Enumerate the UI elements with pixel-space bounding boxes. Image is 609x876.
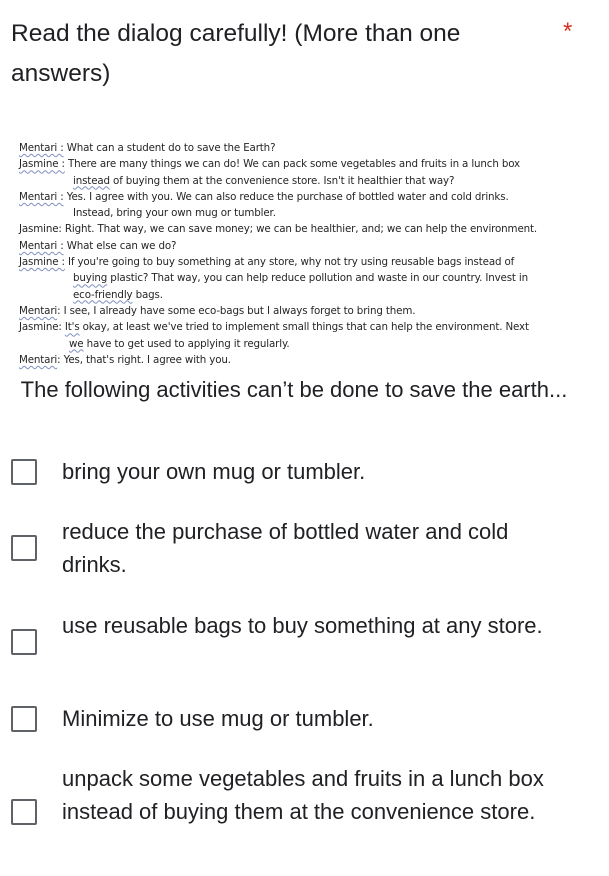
dialog-text: What can a student do to save the Earth?	[63, 142, 276, 154]
dialog-text: have to get used to applying it regularly.	[83, 337, 290, 350]
dialog-text: : Yes, that's right. I agree with you.	[57, 353, 231, 366]
dialog-text: of buying them at the convenience store. Isn't it healthier that way?	[109, 174, 455, 187]
option-3[interactable]	[11, 609, 581, 675]
dialog-text: Right. That way, we can save money; we can be healthier, and; we can help the environment.	[61, 223, 538, 236]
dialog-line	[19, 189, 579, 205]
dialog-marked-word: we	[69, 337, 84, 350]
checkbox[interactable]	[11, 459, 37, 485]
dialog-speaker: Jasmine:	[19, 321, 62, 334]
dialog-line	[19, 205, 579, 221]
dialog-text: Instead, bring your own mug or tumbler.	[73, 207, 276, 220]
dialog-speaker: Jasmine :	[19, 256, 65, 269]
checkbox[interactable]	[11, 706, 37, 732]
dialog-text: plastic? That way, you can help reduce pollution and waste in our country. Invest in	[107, 272, 529, 285]
option-label[interactable]: reduce the purchase of bottled water and cold drinks.	[62, 519, 509, 577]
dialog-speaker: Mentari :	[19, 142, 64, 154]
dialog-line	[19, 238, 579, 254]
dialog-text: okay, at least we've tried to implement small things that can help the environment. Next	[79, 321, 529, 334]
question-prompt: The following activities can’t be done to save the earth...	[20, 377, 568, 402]
dialog-speaker: Mentari	[19, 353, 58, 366]
dialog-speaker: Mentari :	[19, 190, 64, 203]
dialog-marked-word: eco-friendly	[73, 288, 133, 301]
dialog-line	[19, 221, 579, 237]
option-label[interactable]: Minimize to use mug or tumbler.	[62, 706, 374, 731]
dialog-text: If you're going to buy something at any store, why not try using reusable bags instead of	[64, 256, 515, 269]
dialog-speaker: Jasmine:	[19, 223, 62, 236]
dialog-speaker: Jasmine :	[19, 158, 65, 171]
dialog-marked-word: It's	[64, 321, 80, 334]
option-5[interactable]	[11, 762, 581, 862]
checkbox[interactable]	[11, 629, 37, 655]
dialog-line	[19, 254, 579, 270]
dialog-speaker: Mentari	[19, 304, 58, 317]
dialog-text: : I see, I already have some eco-bags but I always forget to bring them.	[57, 304, 416, 317]
required-asterisk: *	[563, 18, 573, 45]
dialog-line	[19, 156, 579, 172]
dialog-line	[19, 352, 579, 368]
dialog-text: bags.	[132, 288, 163, 301]
dialog-image	[19, 140, 579, 368]
option-label[interactable]: bring your own mug or tumbler.	[62, 459, 366, 484]
dialog-line	[19, 173, 579, 189]
option-2[interactable]	[11, 515, 581, 581]
question-title: Read the dialog carefully! (More than one answers)	[11, 20, 461, 87]
dialog-speaker: Mentari :	[19, 239, 64, 252]
dialog-text: What else can we do?	[63, 239, 177, 252]
option-1[interactable]	[11, 455, 581, 488]
dialog-line	[19, 270, 579, 286]
dialog-text: Yes. I agree with you. We can also reduce the purchase of bottled water and cold drinks.	[63, 190, 509, 203]
dialog-line	[19, 319, 579, 335]
option-4[interactable]	[11, 702, 581, 735]
option-label[interactable]: use reusable bags to buy something at any store.	[62, 613, 543, 638]
option-label[interactable]: unpack some vegetables and fruits in a lunch box instead of buying them at the convenience store.	[62, 766, 544, 824]
dialog-line	[19, 303, 579, 319]
dialog-line	[19, 336, 579, 352]
dialog-marked-word: buying	[73, 272, 108, 285]
checkbox[interactable]	[11, 799, 37, 825]
checkbox[interactable]	[11, 535, 37, 561]
dialog-marked-word: instead	[73, 174, 110, 187]
dialog-line	[19, 140, 579, 156]
dialog-text: There are many things we can do! We can pack some vegetables and fruits in a lunch box	[64, 158, 520, 171]
dialog-line	[19, 287, 579, 303]
